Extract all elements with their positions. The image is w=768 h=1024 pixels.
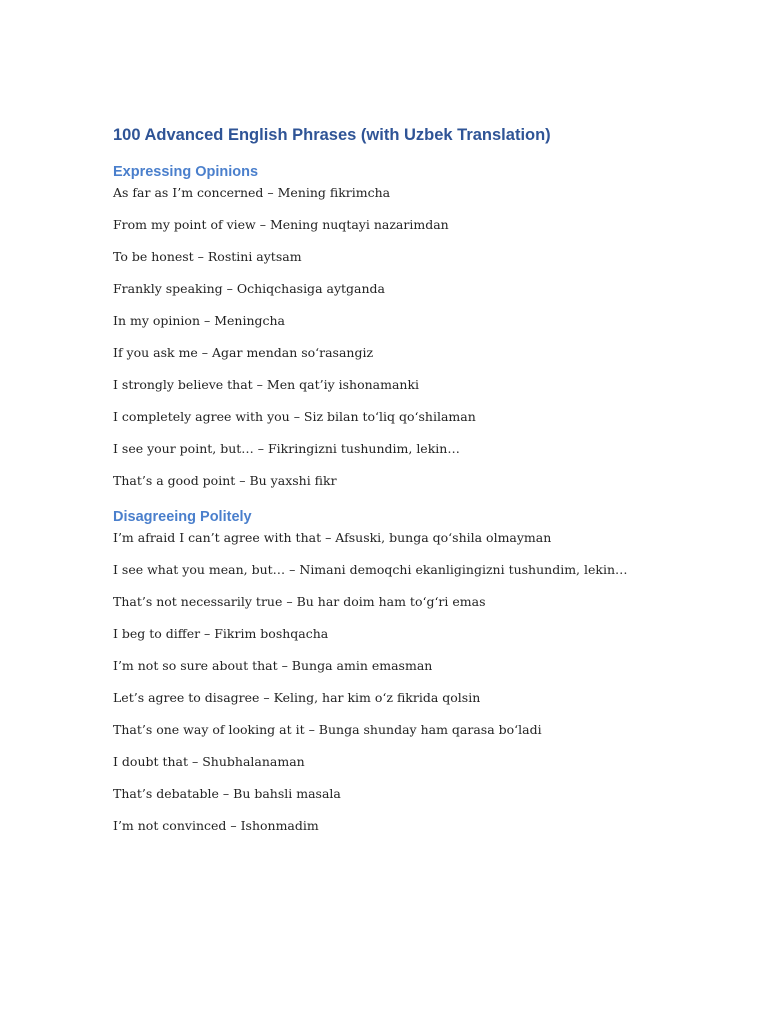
- phrase-item: In my opinion – Meningcha: [113, 313, 285, 328]
- phrase-list: [113, 530, 713, 834]
- phrase-item: I see what you mean, but… – Nimani demoqchi ekanligingizni tushundim, lekin…: [113, 562, 628, 577]
- phrase-item: I’m not convinced – Ishonmadim: [113, 818, 319, 833]
- phrase-item: I completely agree with you – Siz bilan to‘liq qo‘shilaman: [113, 409, 476, 424]
- phrase-item: I see your point, but… – Fikringizni tushundim, lekin…: [113, 441, 460, 456]
- phrase-list: [113, 185, 713, 489]
- phrase-item: As far as I’m concerned – Mening fikrimcha: [113, 185, 391, 200]
- phrase-item: That’s not necessarily true – Bu har doim ham to‘g‘ri emas: [113, 594, 486, 609]
- phrase-item: I doubt that – Shubhalanaman: [113, 754, 305, 769]
- phrase-item: I’m not so sure about that – Bunga amin emasman: [113, 658, 433, 673]
- section-heading: Disagreeing Politely: [113, 509, 252, 525]
- phrase-item: From my point of view – Mening nuqtayi nazarimdan: [113, 217, 449, 232]
- section-heading: Expressing Opinions: [113, 164, 259, 180]
- phrase-item: If you ask me – Agar mendan so‘rasangiz: [113, 345, 374, 360]
- phrase-item: Let’s agree to disagree – Keling, har kim o‘z fikrida qolsin: [113, 690, 481, 705]
- phrase-item: Frankly speaking – Ochiqchasiga aytganda: [113, 281, 385, 296]
- phrase-item: I beg to differ – Fikrim boshqacha: [113, 626, 329, 641]
- document-title: 100 Advanced English Phrases (with Uzbek Translation): [113, 126, 551, 144]
- phrase-item: I’m afraid I can’t agree with that – Afsuski, bunga qo‘shila olmayman: [113, 530, 552, 545]
- phrase-item: I strongly believe that – Men qat’iy ishonamanki: [113, 377, 420, 392]
- phrase-item: That’s debatable – Bu bahsli masala: [113, 786, 341, 801]
- document-content: [113, 124, 713, 853]
- section-disagreeing-politely: [113, 508, 713, 834]
- section-expressing-opinions: [113, 163, 713, 489]
- phrase-item: That’s one way of looking at it – Bunga shunday ham qarasa bo‘ladi: [113, 722, 542, 737]
- phrase-item: That’s a good point – Bu yaxshi fikr: [113, 473, 337, 488]
- phrase-item: To be honest – Rostini aytsam: [113, 249, 302, 264]
